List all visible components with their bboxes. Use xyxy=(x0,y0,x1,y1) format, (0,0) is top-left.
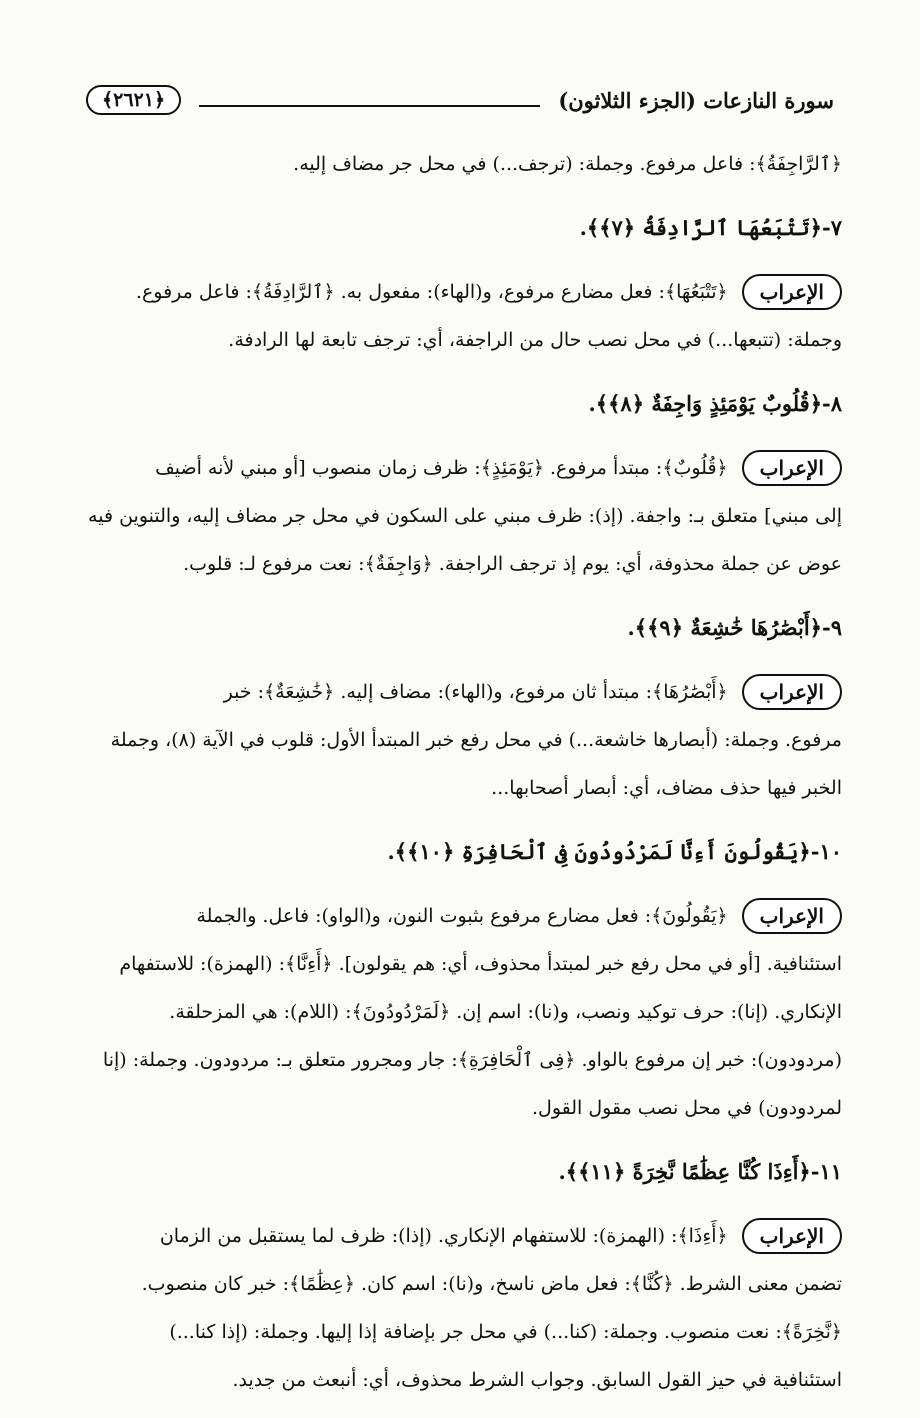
verse-8-heading: ٨-﴿قُلُوبٌ يَوْمَئِذٍ وَاجِفَةٌ ﴿٨﴾﴾. xyxy=(588,391,842,416)
text-line: استئنافية. [أو في محل رفع خبر لمبتدأ محذوف، أي: هم يقولون]. ﴿أَءِنَّا﴾: (الهمزة): للاستفهام xyxy=(119,953,842,975)
irab-block-8 xyxy=(86,444,842,588)
text-line: ﴿نَّخِرَةً﴾: نعت منصوب. وجملة: (كنا...) في محل جر بإضافة إذا إليها. وجملة: (إذا كنا...) xyxy=(169,1321,842,1343)
text-line: مرفوع. وجملة: (أبصارها خاشعة...) في محل رفع خبر المبتدأ الأول: قلوب في الآية (٨)، وجملة xyxy=(110,729,842,751)
verse-9-heading: ٩-﴿أَبْصَٰرُهَا خَٰشِعَةٌ ﴿٩﴾﴾. xyxy=(627,615,842,640)
text-line: تضمن معنى الشرط. ﴿كُنَّا﴾: فعل ماض ناسخ، و(نا): اسم كان. ﴿عِظَٰمًا﴾: خبر كان منصوب. xyxy=(141,1273,842,1295)
irab-label: الإعراب xyxy=(742,450,842,486)
irab-block-7 xyxy=(86,268,842,364)
text-line: الإنكاري. (إنا): حرف توكيد ونصب، و(نا): اسم إن. ﴿لَمَرْدُودُونَ﴾: (اللام): هي المزحلقة. xyxy=(169,1001,842,1023)
irab-block-10 xyxy=(86,892,842,1132)
text-line: إلى مبني] متعلق بـ: واجفة. (إذ): ظرف مبني على السكون في محل جر مضاف إليه، والتنوين فيه xyxy=(88,505,842,527)
irab-label: الإعراب xyxy=(742,674,842,710)
verse-10-heading: ١٠-﴿يَقُولُونَ أَءِنَّا لَمَرْدُودُونَ فِى ٱلْحَافِرَةِ ﴿١٠﴾﴾. xyxy=(387,839,842,864)
page-number: ﴿٢٦٢١﴾ xyxy=(86,85,181,115)
text-line: عوض عن جملة محذوفة، أي: يوم إذ ترجف الراجفة. ﴿وَاجِفَةٌ﴾: نعت مرفوع لـ: قلوب. xyxy=(183,553,842,575)
irab-label: الإعراب xyxy=(742,898,842,934)
intro-line: ﴿ٱلرَّاجِفَةُ﴾: فاعل مرفوع. وجملة: (ترجف...) في محل جر مضاف إليه. xyxy=(293,153,842,175)
text-line: ﴿أَءِذَا﴾: (الهمزة): للاستفهام الإنكاري. (إذا): ظرف لما يستقبل من الزمان xyxy=(159,1225,728,1247)
irab-label: الإعراب xyxy=(742,1218,842,1254)
text-line: ﴿يَقُولُونَ﴾: فعل مضارع مرفوع بثبوت النون، و(الواو): فاعل. والجملة xyxy=(196,905,728,927)
irab-block-9 xyxy=(86,668,842,812)
text-line: ﴿أَبْصَٰرُهَا﴾: مبتدأ ثان مرفوع، و(الهاء): مضاف إليه. ﴿خَٰشِعَةٌ﴾: خبر xyxy=(223,681,728,703)
text-line: (مردودون): خبر إن مرفوع بالواو. ﴿فِى ٱلْحَافِرَةِ﴾: جار ومجرور متعلق بـ: مردودون. وجملة: (إنا xyxy=(102,1049,842,1071)
irab-label: الإعراب xyxy=(742,274,842,310)
text-line: ﴿تَتْبَعُهَا﴾: فعل مضارع مرفوع، و(الهاء): مفعول به. ﴿ٱلرَّادِفَةُ﴾: فاعل مرفوع. xyxy=(135,281,728,303)
page-header xyxy=(86,78,834,122)
text-line: ﴿قُلُوبٌ﴾: مبتدأ مرفوع. ﴿يَوْمَئِذٍ﴾: ظرف زمان منصوب [أو مبني لأنه أضيف xyxy=(155,457,728,479)
text-line: استئنافية في حيز القول السابق. وجواب الشرط محذوف، أي: أنبعث من جديد. xyxy=(232,1369,842,1391)
text-line: الخبر فيها حذف مضاف، أي: أبصار أصحابها... xyxy=(491,777,842,799)
running-title: سورة النازعات (الجزء الثلاثون) xyxy=(558,87,834,113)
verse-11-heading: ١١-﴿أَءِذَا كُنَّا عِظَٰمًا نَّخِرَةً ﴿١١﴾﴾. xyxy=(558,1159,842,1184)
page-body xyxy=(86,140,842,1418)
irab-block-11 xyxy=(86,1212,842,1404)
text-line: لمردودون) في محل نصب مقول القول. xyxy=(531,1097,842,1119)
header-rule xyxy=(199,105,540,107)
verse-7-heading: ٧-﴿تَتْبَعُهَا ٱلرَّادِفَةُ ﴿٧﴾﴾. xyxy=(579,215,842,240)
text-line: وجملة: (تتبعها...) في محل نصب حال من الراجفة، أي: ترجف تابعة لها الرادفة. xyxy=(228,329,842,351)
